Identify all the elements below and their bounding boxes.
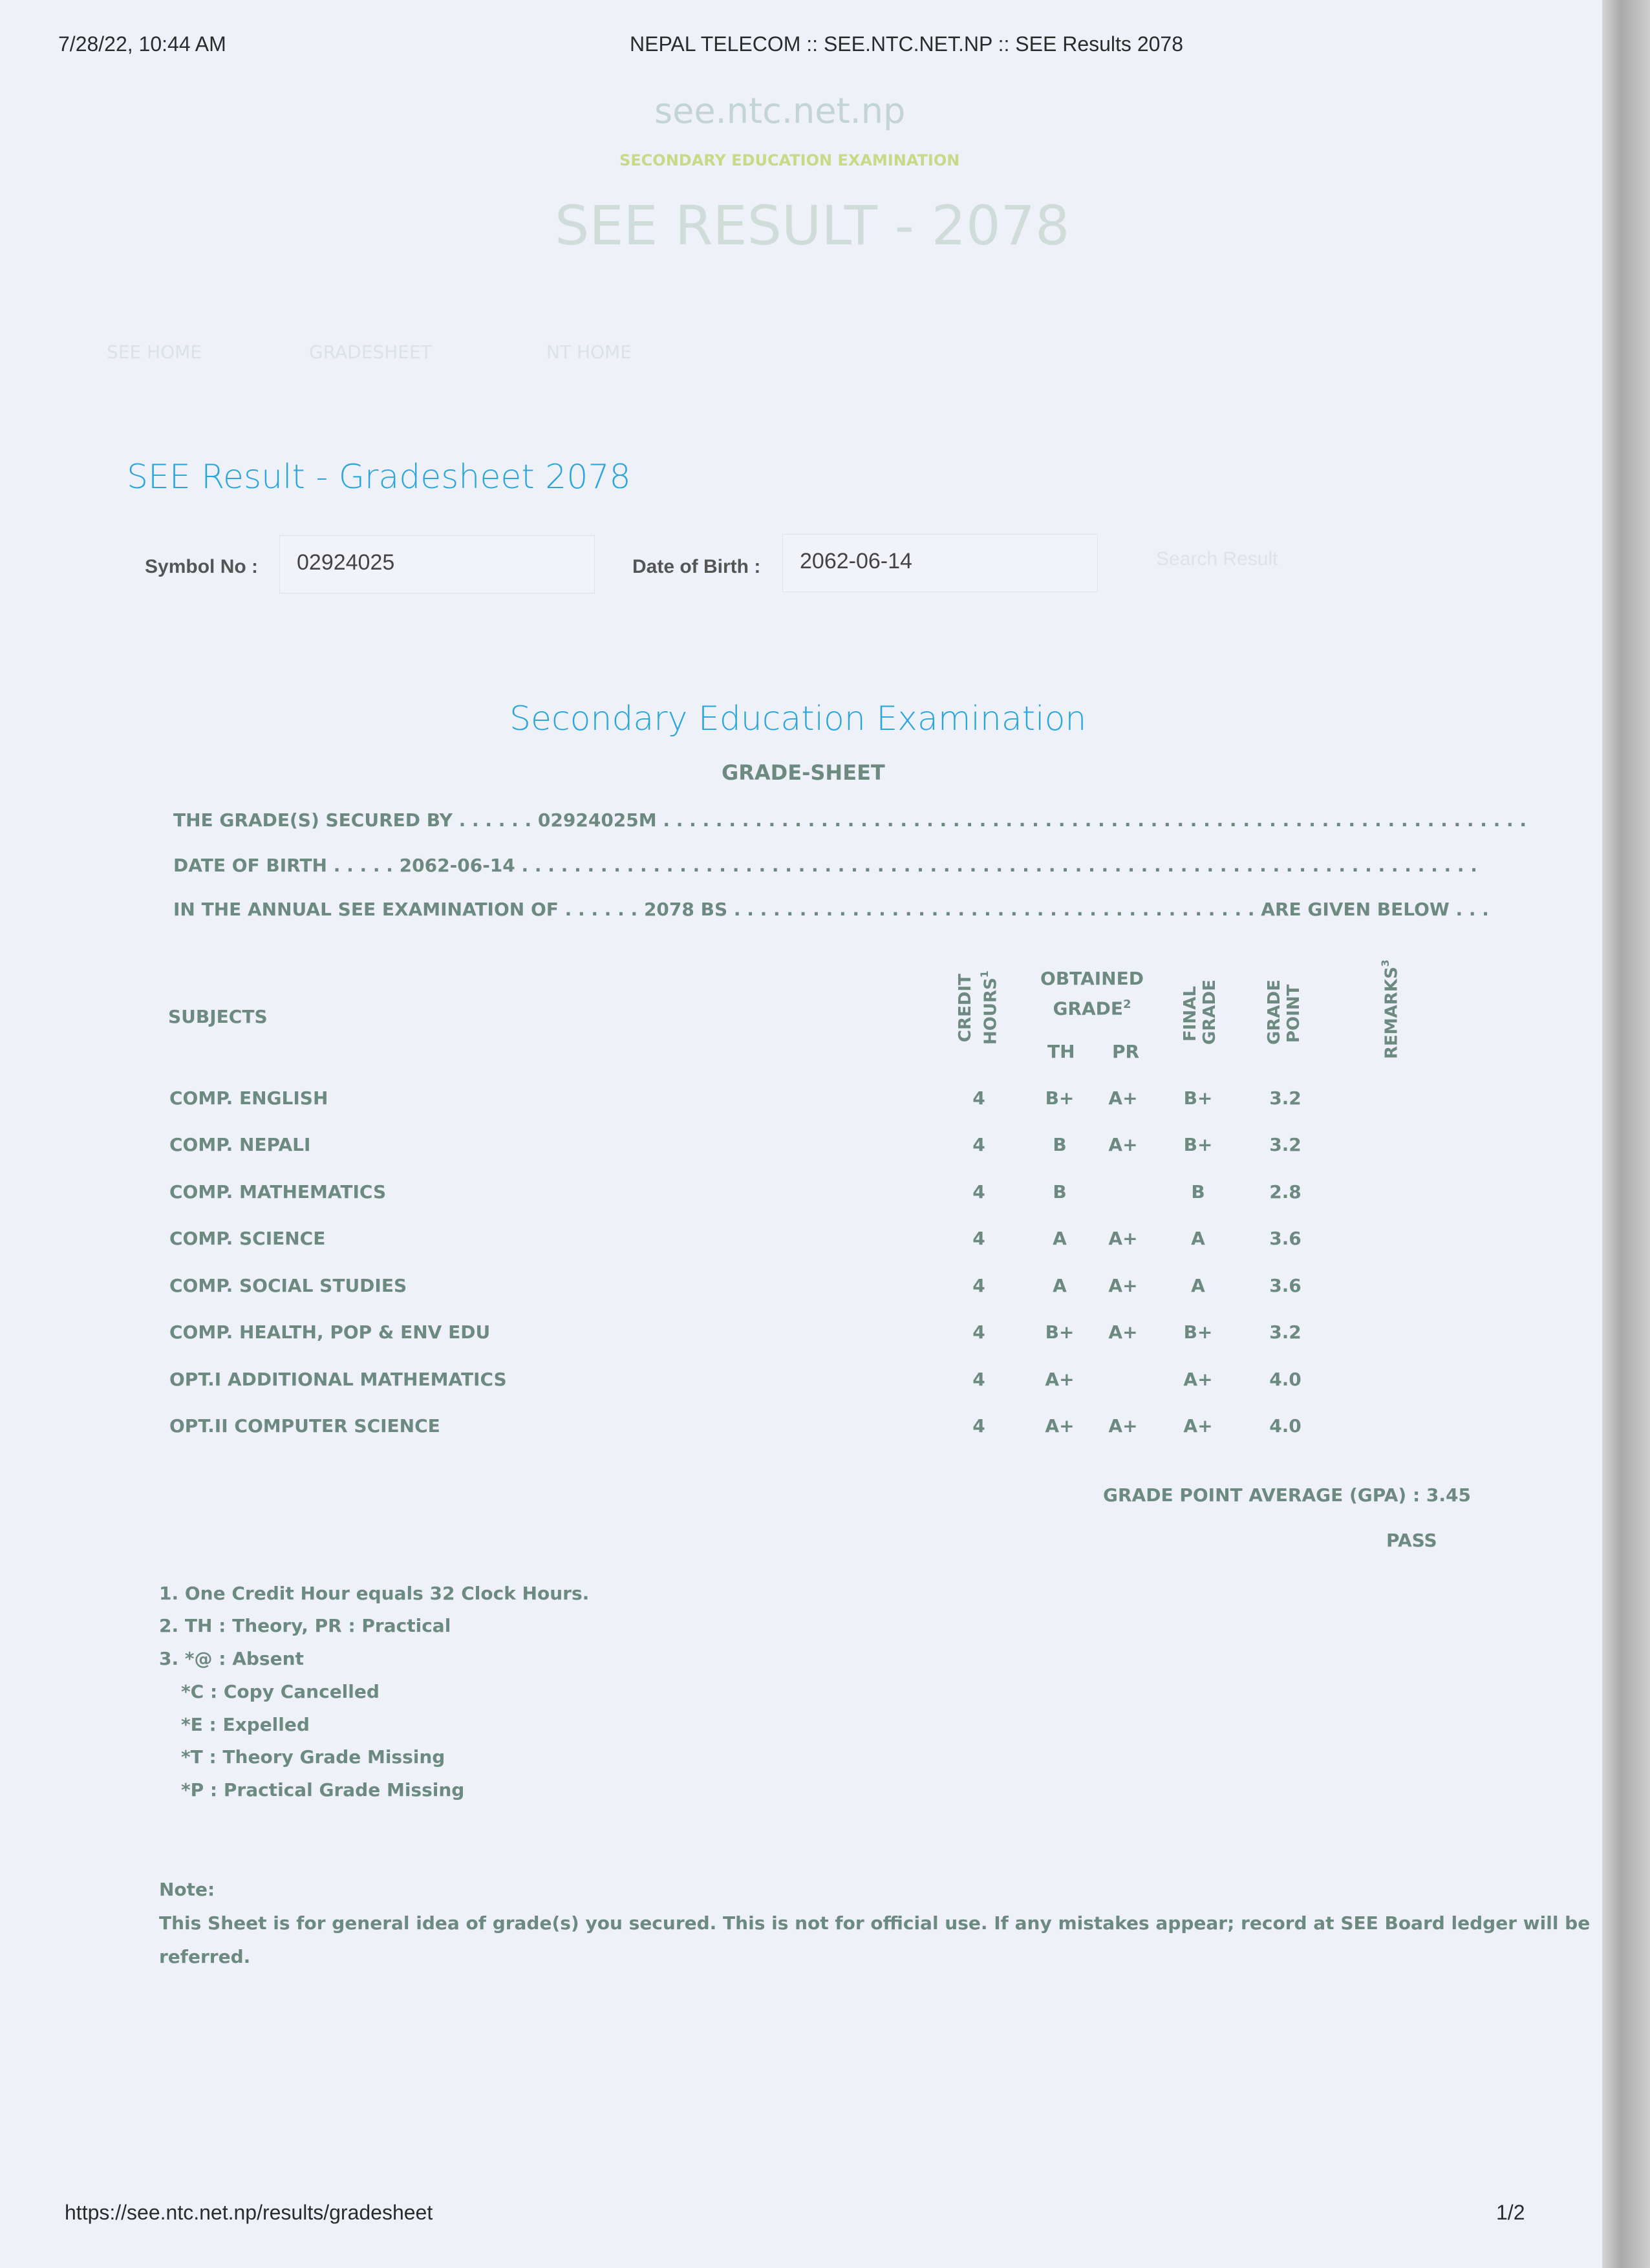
footnote-3-t: *T : Theory Grade Missing — [181, 1746, 445, 1768]
row-pr: A+ — [1108, 1087, 1138, 1109]
dob-line: DATE OF BIRTH . . . . . 2062-06-14 . . . . . . . . . . . . . . . . . . . . . . . . . . . . . . . . . . . . . . . . . . . . . . . . . . . . . . . . . . . . . . . . . . . . . . . . . — [173, 855, 1477, 876]
footnote-3: 3. *@ : Absent — [159, 1648, 304, 1669]
dob-line-value: 2062-06-14 — [399, 855, 515, 876]
row-pr: A+ — [1108, 1275, 1138, 1296]
print-title: NEPAL TELECOM :: SEE.NTC.NET.NP :: SEE Results 2078 — [630, 32, 1183, 56]
row-gp: 3.2 — [1269, 1321, 1302, 1343]
nav-gradesheet[interactable]: GRADESHEET — [309, 341, 432, 363]
site-domain: see.ntc.net.np — [654, 91, 906, 131]
note-label: Note: — [159, 1879, 215, 1900]
row-gp: 3.2 — [1269, 1134, 1302, 1155]
row-credit: 4 — [972, 1134, 985, 1155]
credit-hours-header: CREDIT HOURS$^1$ — [956, 970, 1001, 1045]
gpa-summary: GRADE POINT AVERAGE (GPA) : 3.45 — [1103, 1484, 1471, 1506]
scan-edge — [1602, 0, 1650, 2268]
row-subject: OPT.I ADDITIONAL MATHEMATICS — [169, 1369, 507, 1390]
row-pr: A+ — [1108, 1415, 1138, 1437]
row-th: A — [1053, 1275, 1067, 1296]
row-gp: 3.2 — [1269, 1087, 1302, 1109]
secured-by-label: THE GRADE(S) SECURED BY . . . . . . — [173, 809, 532, 831]
row-credit: 4 — [972, 1369, 985, 1390]
footnote-3-c: *C : Copy Cancelled — [181, 1681, 380, 1702]
row-pr: A+ — [1108, 1228, 1138, 1249]
final-grade-header: FINAL GRADE — [1181, 979, 1219, 1045]
row-gp: 2.8 — [1269, 1181, 1302, 1203]
row-final: A — [1191, 1275, 1205, 1296]
row-subject: COMP. NEPALI — [169, 1134, 311, 1155]
row-subject: COMP. ENGLISH — [169, 1087, 328, 1109]
footnote-3-p: *P : Practical Grade Missing — [181, 1779, 465, 1801]
nav-see-home[interactable]: SEE HOME — [107, 341, 202, 363]
sheet-title: Secondary Education Examination — [509, 700, 1087, 738]
row-subject: COMP. HEALTH, POP & ENV EDU — [169, 1321, 491, 1343]
exam-line-end: . . . ARE GIVEN BELOW . . . — [1221, 899, 1489, 920]
print-page-number: 1/2 — [1496, 2201, 1525, 2224]
footnote-3-e: *E : Expelled — [181, 1714, 310, 1735]
search-heading: SEE Result - Gradesheet 2078 — [127, 458, 631, 497]
grade-point-header: GRADE POINT — [1265, 979, 1303, 1045]
symbol-label: Symbol No : — [145, 556, 259, 577]
secured-by-line: THE GRADE(S) SECURED BY . . . . . . 02924025M . . . . . . . . . . . . . . . . . . . . . . . . . . . . . . . . . . . . . . . . . . . . . . . . . . . . . . . . . . . . . . . . . . — [173, 809, 1527, 831]
row-subject: OPT.II COMPUTER SCIENCE — [169, 1415, 440, 1437]
row-final: A+ — [1183, 1415, 1213, 1437]
note-line-1: This Sheet is for general idea of grade(s) you secured. This is not for official use. If any mistakes appear; record at SEE Board ledger will be — [159, 1912, 1591, 1934]
row-th: B+ — [1045, 1321, 1075, 1343]
row-credit: 4 — [972, 1228, 985, 1249]
th-header: TH — [1047, 1041, 1075, 1062]
row-gp: 4.0 — [1269, 1369, 1302, 1390]
row-final: B+ — [1183, 1087, 1213, 1109]
footnote-2: 2. TH : Theory, PR : Practical — [159, 1615, 451, 1636]
row-th: A — [1053, 1228, 1067, 1249]
symbol-input[interactable]: 02924025 — [279, 535, 595, 594]
row-final: A — [1191, 1228, 1205, 1249]
row-subject: COMP. SCIENCE — [169, 1228, 326, 1249]
row-gp: 3.6 — [1269, 1275, 1302, 1296]
row-subject: COMP. MATHEMATICS — [169, 1181, 387, 1203]
row-final: B — [1191, 1181, 1205, 1203]
site-banner: SEE RESULT - 2078 — [555, 194, 1070, 257]
dob-input[interactable]: 2062-06-14 — [782, 534, 1098, 592]
row-subject: COMP. SOCIAL STUDIES — [169, 1275, 407, 1296]
row-final: B+ — [1183, 1321, 1213, 1343]
row-gp: 4.0 — [1269, 1415, 1302, 1437]
pr-header: PR — [1112, 1041, 1140, 1062]
dob-label: Date of Birth : — [632, 556, 761, 577]
obtained-grade-header: OBTAINED GRADE$^2$ — [1040, 968, 1144, 1020]
exam-line-label: IN THE ANNUAL SEE EXAMINATION OF . . . . . . — [173, 899, 638, 920]
secured-by-value: 02924025M — [537, 809, 657, 831]
sheet-subtitle: GRADE-SHEET — [722, 760, 885, 785]
row-pr: A+ — [1108, 1321, 1138, 1343]
row-pr: A+ — [1108, 1134, 1138, 1155]
exam-line-value: 2078 BS — [643, 899, 728, 920]
footnote-1: 1. One Credit Hour equals 32 Clock Hours. — [159, 1583, 590, 1604]
row-th: B — [1053, 1181, 1067, 1203]
dob-line-label: DATE OF BIRTH . . . . . — [173, 855, 393, 876]
print-url: https://see.ntc.net.np/results/gradesheet — [65, 2201, 433, 2224]
row-final: B+ — [1183, 1134, 1213, 1155]
row-credit: 4 — [972, 1321, 985, 1343]
row-th: B+ — [1045, 1087, 1075, 1109]
nav-nt-home[interactable]: NT HOME — [546, 341, 632, 363]
site-tagline: SECONDARY EDUCATION EXAMINATION — [619, 151, 960, 169]
row-credit: 4 — [972, 1087, 985, 1109]
search-result-button[interactable]: Search Result — [1156, 548, 1278, 570]
subjects-header: SUBJECTS — [168, 1006, 268, 1027]
exam-line: IN THE ANNUAL SEE EXAMINATION OF . . . . . . 2078 BS . . . . . . . . . . . . . . . . . . . . . . . . . . . . . . . . . . . . . . . . ARE GIVEN BELOW . . . — [173, 899, 1489, 920]
row-credit: 4 — [972, 1275, 985, 1296]
result-status: PASS — [1386, 1530, 1437, 1551]
row-th: B — [1053, 1134, 1067, 1155]
print-datetime: 7/28/22, 10:44 AM — [58, 32, 226, 56]
remarks-header: REMARKS$^3$ — [1379, 959, 1402, 1059]
row-credit: 4 — [972, 1415, 985, 1437]
row-th: A+ — [1045, 1415, 1075, 1437]
row-th: A+ — [1045, 1369, 1075, 1390]
row-gp: 3.6 — [1269, 1228, 1302, 1249]
row-final: A+ — [1183, 1369, 1213, 1390]
row-credit: 4 — [972, 1181, 985, 1203]
note-line-2: referred. — [159, 1946, 251, 1967]
